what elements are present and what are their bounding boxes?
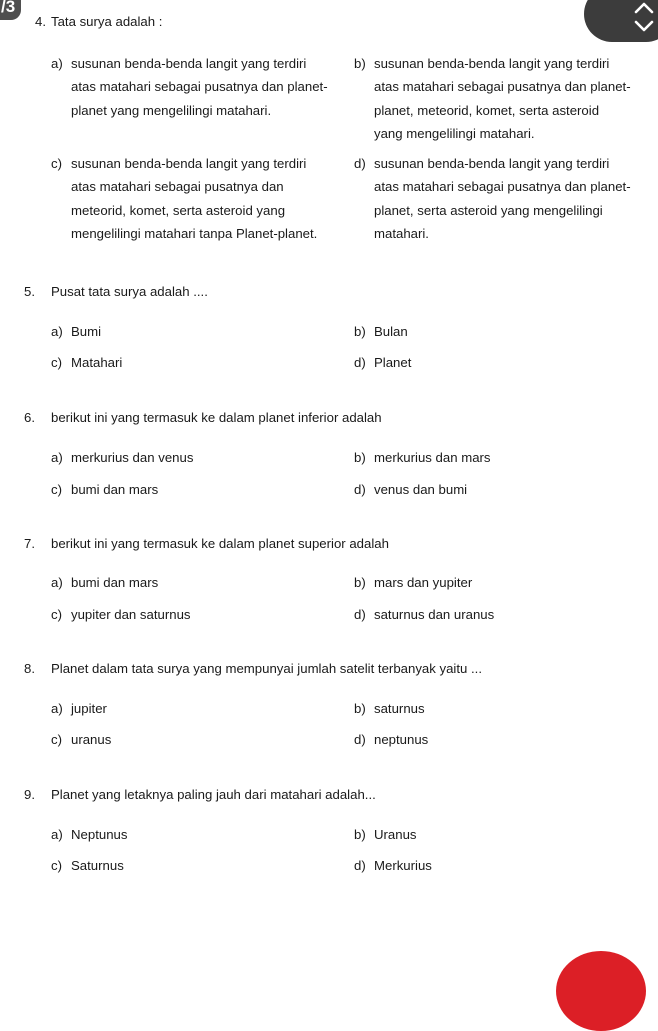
question-number: 7.	[24, 536, 35, 551]
page-indicator: /3	[0, 0, 21, 20]
question-text: berikut ini yang termasuk ke dalam planet superior adalah	[51, 536, 389, 551]
option-text: yupiter dan saturnus	[71, 607, 191, 622]
option-text: merkurius dan mars	[374, 450, 491, 465]
option-letter: a)	[51, 701, 63, 716]
chevron-down-icon[interactable]	[634, 19, 654, 33]
option-text: merkurius dan venus	[71, 450, 194, 465]
option-letter: b)	[354, 827, 366, 842]
option-letter: c)	[51, 607, 62, 622]
option-text: uranus	[71, 732, 112, 747]
option-letter: c)	[51, 858, 62, 873]
option-letter: c)	[51, 482, 62, 497]
option-letter: b)	[354, 450, 366, 465]
question-text: Planet yang letaknya paling jauh dari matahari adalah...	[51, 787, 376, 802]
option-text: bumi dan mars	[71, 482, 159, 497]
option-text: susunan benda-benda langit yang terdiri atas matahari sebagai pusatnya dan planet- planet, meteorid, komet, serta asteroid yang mengelilingi matahari.	[374, 56, 631, 142]
option-text: jupiter	[71, 701, 107, 716]
option-text: Matahari	[71, 355, 123, 370]
option-letter: d)	[354, 355, 366, 370]
question-text: Pusat tata surya adalah ....	[51, 284, 208, 299]
option-letter: b)	[354, 56, 366, 71]
option-text: Bumi	[71, 324, 102, 339]
option-text: susunan benda-benda langit yang terdiri atas matahari sebagai pusatnya dan planet- planet, serta asteroid yang mengelilingi matahari.	[374, 156, 631, 242]
option-text: Neptunus	[71, 827, 128, 842]
option-text: mars dan yupiter	[374, 575, 473, 590]
option-letter: d)	[354, 156, 366, 171]
question-text: Tata surya adalah :	[51, 14, 163, 29]
option-letter: b)	[354, 575, 366, 590]
option-text: venus dan bumi	[374, 482, 468, 497]
option-letter: c)	[51, 732, 62, 747]
option-text: Uranus	[374, 827, 417, 842]
option-letter: b)	[354, 324, 366, 339]
floating-action-button[interactable]	[556, 951, 646, 1031]
option-letter: a)	[51, 827, 63, 842]
question-number: 9.	[24, 787, 35, 802]
option-letter: c)	[51, 355, 62, 370]
question-number: 5.	[24, 284, 35, 299]
chevron-up-icon[interactable]	[634, 1, 654, 15]
option-letter: c)	[51, 156, 62, 171]
option-letter: a)	[51, 324, 63, 339]
option-text: Planet	[374, 355, 412, 370]
question-text: Planet dalam tata surya yang mempunyai jumlah satelit terbanyak yaitu ...	[51, 661, 483, 676]
option-text: susunan benda-benda langit yang terdiri atas matahari sebagai pusatnya dan meteorid, komet, serta asteroid yang mengelilingi matahari tanpa Planet-planet.	[71, 156, 318, 242]
option-letter: d)	[354, 858, 366, 873]
option-text: Bulan	[374, 324, 408, 339]
option-text: Saturnus	[71, 858, 124, 873]
option-letter: d)	[354, 482, 366, 497]
option-letter: b)	[354, 701, 366, 716]
option-letter: d)	[354, 732, 366, 747]
option-text: saturnus dan uranus	[374, 607, 495, 622]
option-text: saturnus	[374, 701, 425, 716]
question-number: 6.	[24, 410, 35, 425]
option-text: Merkurius	[374, 858, 432, 873]
option-letter: a)	[51, 450, 63, 465]
option-letter: d)	[354, 607, 366, 622]
question-text: berikut ini yang termasuk ke dalam planet inferior adalah	[51, 410, 382, 425]
question-number: 4.	[35, 14, 46, 29]
option-letter: a)	[51, 575, 63, 590]
option-letter: a)	[51, 56, 63, 71]
option-text: susunan benda-benda langit yang terdiri atas matahari sebagai pusatnya dan planet- planet yang mengelilingi matahari.	[71, 56, 328, 118]
option-text: bumi dan mars	[71, 575, 159, 590]
option-text: neptunus	[374, 732, 429, 747]
question-number: 8.	[24, 661, 35, 676]
